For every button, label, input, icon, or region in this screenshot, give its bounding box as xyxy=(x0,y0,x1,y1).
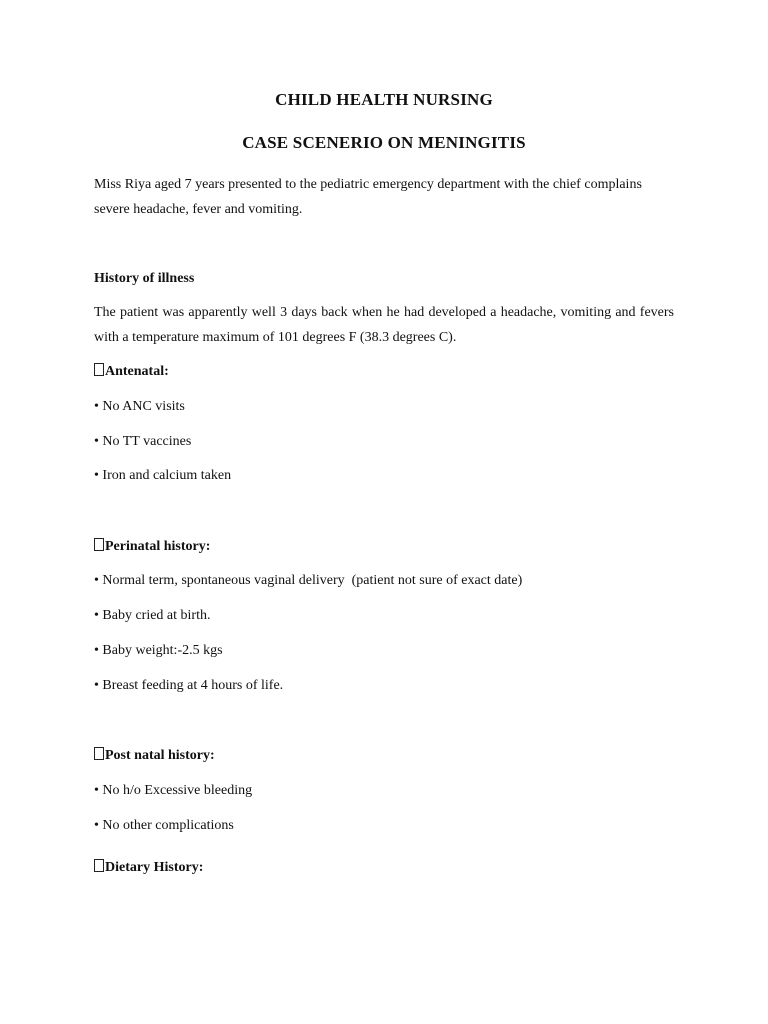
list-item: • Baby weight:-2.5 kgs xyxy=(94,643,223,658)
list-item: • No h/o Excessive bleeding xyxy=(94,783,253,798)
list-item: • No ANC visits xyxy=(94,399,185,414)
antenatal-heading xyxy=(94,362,169,382)
checkbox-glyph-icon xyxy=(94,859,104,872)
list-item: • Iron and calcium taken xyxy=(94,468,232,483)
dietary-heading-label: Dietary History: xyxy=(105,860,204,875)
perinatal-heading xyxy=(94,537,210,557)
dietary-heading xyxy=(94,858,203,878)
checkbox-glyph-icon xyxy=(94,363,104,376)
checkbox-glyph-icon xyxy=(94,538,104,551)
history-paragraph: The patient was apparently well 3 days back when he had developed a headache, vomiting and fevers with a temperature maximum of 101 degrees F (38.3 degrees C). xyxy=(94,305,674,345)
antenatal-heading-label: Antenatal: xyxy=(105,364,169,379)
history-heading: History of illness xyxy=(94,271,195,286)
list-item: • Breast feeding at 4 hours of life. xyxy=(94,678,284,693)
perinatal-heading-label: Perinatal history: xyxy=(105,539,211,554)
list-item: • Baby cried at birth. xyxy=(94,608,211,623)
postnatal-heading-label: Post natal history: xyxy=(105,748,215,763)
list-item: • No other complications xyxy=(94,818,234,833)
intro-paragraph: Miss Riya aged 7 years presented to the pediatric emergency department with the chief complains severe headache, fever and vomiting. xyxy=(94,177,642,217)
list-item: • Normal term, spontaneous vaginal delivery (patient not sure of exact date) xyxy=(94,573,523,588)
postnatal-heading xyxy=(94,746,215,766)
document-title: CHILD HEALTH NURSING xyxy=(275,90,493,109)
list-item: • No TT vaccines xyxy=(94,434,192,449)
document-subtitle: CASE SCENERIO ON MENINGITIS xyxy=(242,133,526,152)
checkbox-glyph-icon xyxy=(94,747,104,760)
